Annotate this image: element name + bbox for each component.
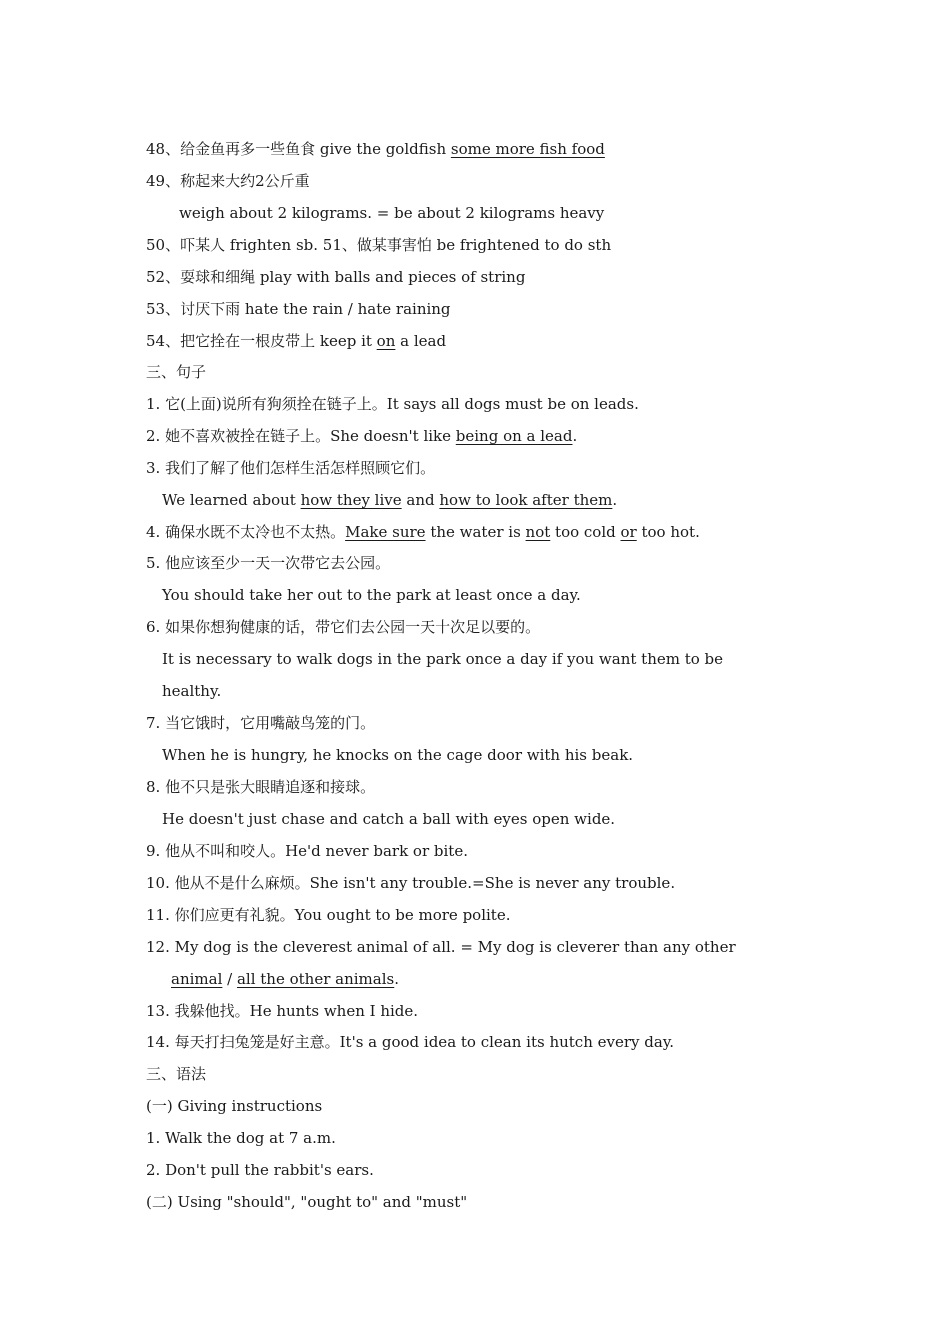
sentence-5: 5. 他应该至少一天一次带它去公园。 xyxy=(146,554,391,572)
phrase-53: 53、讨厌下雨 hate the rain / hate raining xyxy=(146,300,451,318)
sentence-12: 12. My dog is the cleverest animal of all. = My dog is cleverer than any other xyxy=(146,938,736,956)
phrase-50-51: 50、吓某人 frighten sb. 51、做某事害怕 be frightened to do sth xyxy=(146,236,612,254)
sentence-6-english-cont: healthy. xyxy=(162,682,222,700)
sentence-8-english: He doesn't just chase and catch a ball with eyes open wide. xyxy=(162,810,616,828)
sentence-6-english: It is necessary to walk dogs in the park once a day if you want them to be xyxy=(162,650,724,668)
sentence-3: 3. 我们了解了他们怎样生活怎样照顾它们。 xyxy=(146,459,436,477)
sentence-6: 6. 如果你想狗健康的话，带它们去公园一天十次足以要的。 xyxy=(146,618,541,636)
section-heading-grammar: 三、语法 xyxy=(146,1065,207,1083)
phrase-49-english: weigh about 2 kilograms. = be about 2 kilograms heavy xyxy=(179,204,605,222)
grammar-part-2: (二) Using "should", "ought to" and "must" xyxy=(146,1193,468,1211)
sentence-7: 7. 当它饿时，它用嘴敲鸟笼的门。 xyxy=(146,714,376,732)
grammar-example-2: 2. Don't pull the rabbit's ears. xyxy=(146,1161,374,1179)
sentence-10: 10. 他从不是什么麻烦。She isn't any trouble.=She is never any trouble. xyxy=(146,874,676,892)
sentence-14: 14. 每天打扫兔笼是好主意。It's a good idea to clean its hutch every day. xyxy=(146,1033,675,1051)
phrase-54: 54、把它拴在一根皮带上 keep it on a lead xyxy=(146,332,447,350)
sentence-3-english: We learned about how they live and how to look after them. xyxy=(162,491,618,509)
sentence-8: 8. 他不只是张大眼睛追逐和接球。 xyxy=(146,778,376,796)
sentence-4: 4. 确保水既不太冷也不太热。Make sure the water is not too cold or too hot. xyxy=(146,523,700,541)
sentence-2: 2. 她不喜欢被拴在链子上。She doesn't like being on a lead. xyxy=(146,427,578,445)
sentence-5-english: You should take her out to the park at least once a day. xyxy=(162,586,581,604)
grammar-example-1: 1. Walk the dog at 7 a.m. xyxy=(146,1129,336,1147)
phrase-52: 52、耍球和细绳 play with balls and pieces of string xyxy=(146,268,526,286)
grammar-part-1: (一) Giving instructions xyxy=(146,1097,323,1115)
phrase-48: 48、给金鱼再多一些鱼食 give the goldfish some more fish food xyxy=(146,140,605,158)
sentence-9: 9. 他从不叫和咬人。He'd never bark or bite. xyxy=(146,842,468,860)
sentence-1: 1. 它(上面)说所有狗须拴在链子上。It says all dogs must be on leads. xyxy=(146,395,639,413)
sentence-7-english: When he is hungry, he knocks on the cage door with his beak. xyxy=(162,746,634,764)
section-heading-sentences: 三、句子 xyxy=(146,363,207,381)
sentence-11: 11. 你们应更有礼貌。You ought to be more polite. xyxy=(146,906,511,924)
phrase-49: 49、称起来大约2公斤重 xyxy=(146,172,310,190)
sentence-12-cont: animal / all the other animals. xyxy=(171,970,399,988)
sentence-13: 13. 我躲他找。He hunts when I hide. xyxy=(146,1002,419,1020)
